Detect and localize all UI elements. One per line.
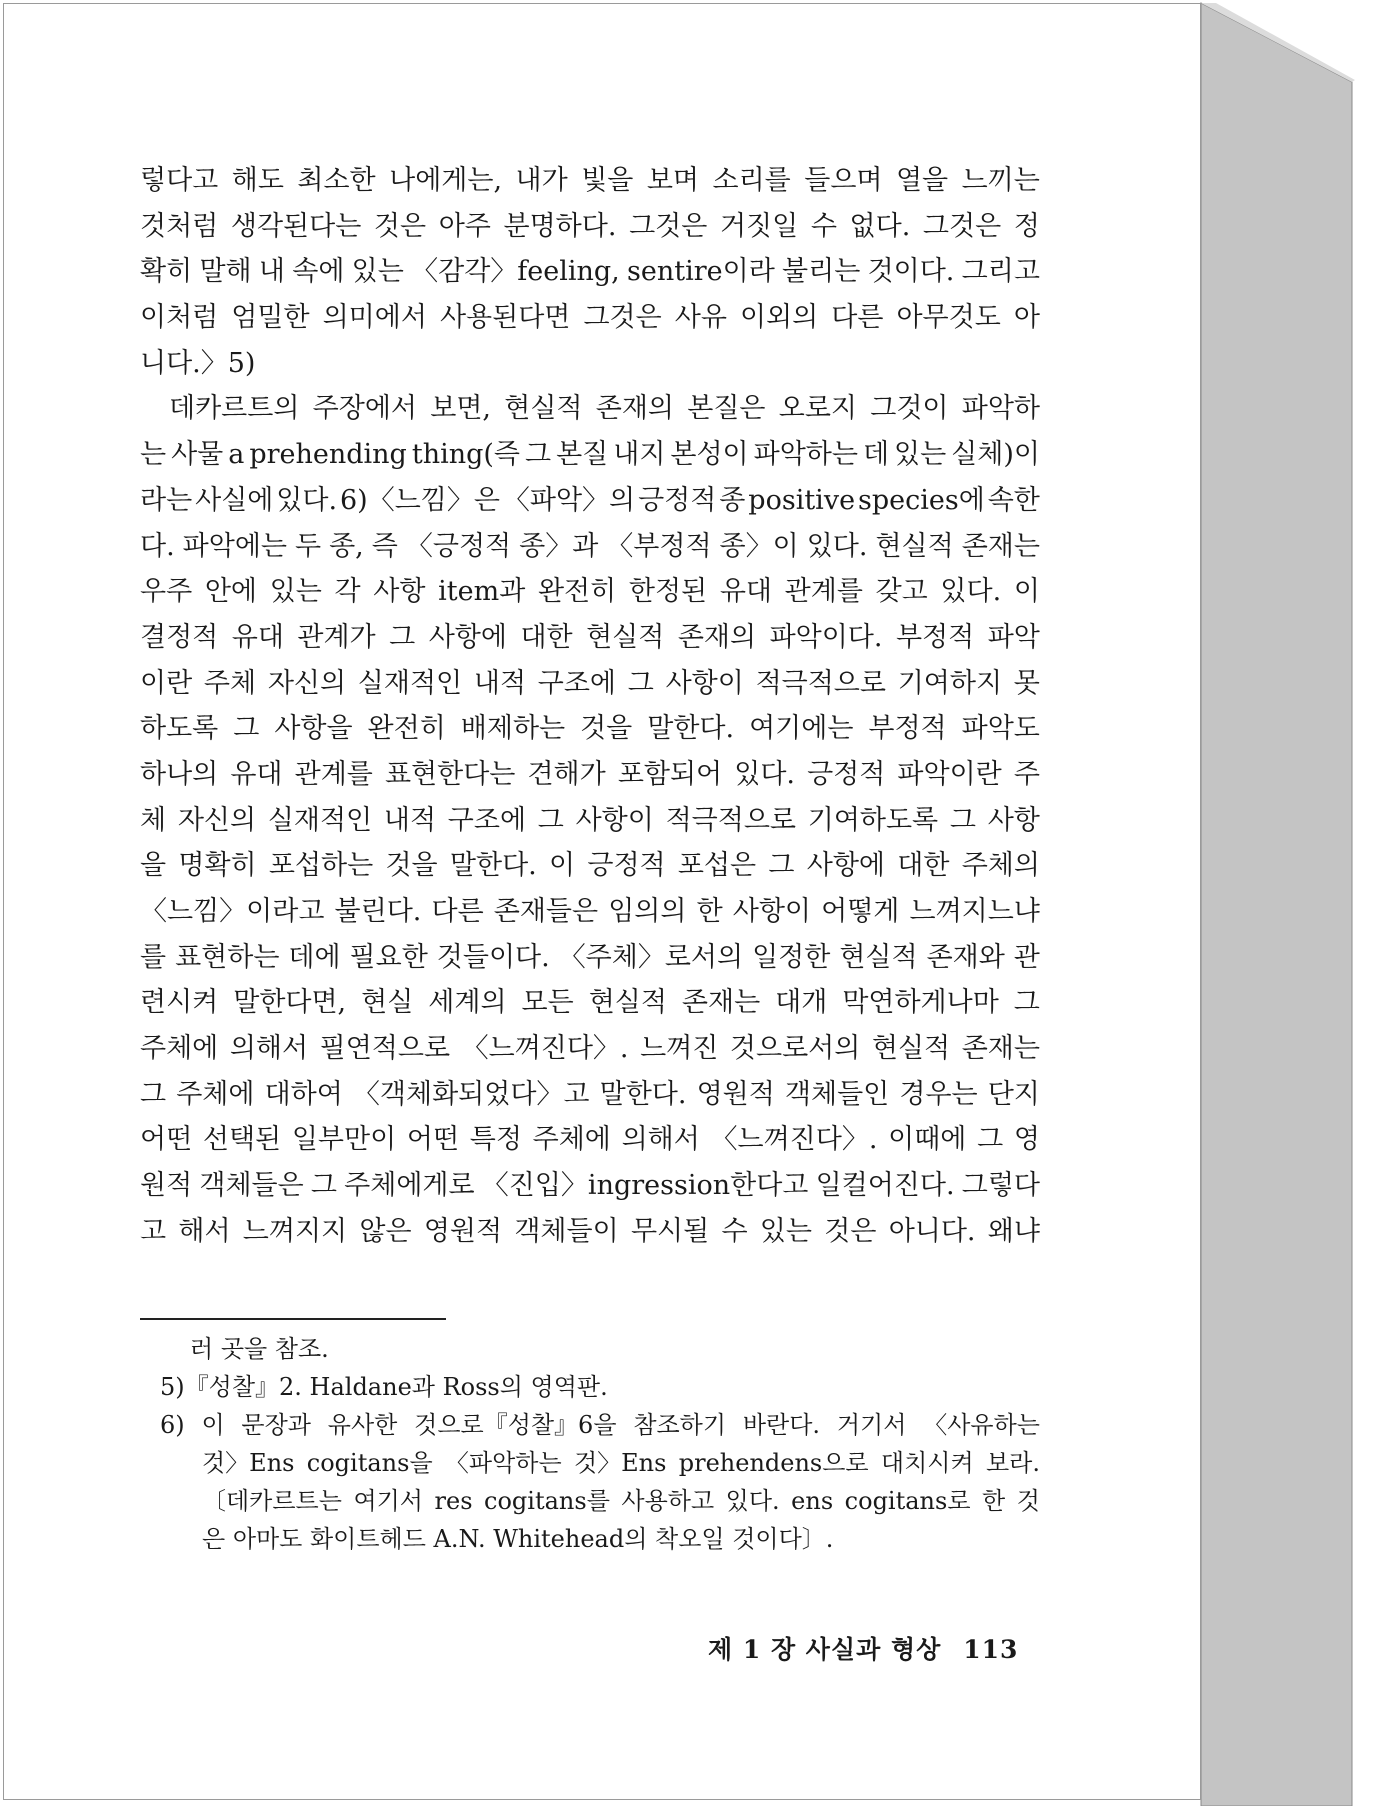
- footnote-divider: [140, 1318, 446, 1320]
- footnotes: [160, 1330, 1040, 1558]
- main-text: [140, 158, 1040, 1255]
- body-line: 를 표현하는 데에 필요한 것들이다. 〈주체〉로서의 일정한 현실적 존재와 관: [140, 941, 1040, 973]
- body-line: 을 명확히 포섭하는 것을 말한다. 이 긍정적 포섭은 그 사항에 대한 주체의: [140, 850, 1040, 882]
- body-line: 데카르트의 주장에서 보면, 현실적 존재의 본질은 오로지 그것이 파악하: [169, 393, 1040, 425]
- body-line: 다. 파악에는 두 종, 즉 〈긍정적 종〉과 〈부정적 종〉이 있다. 현실적 존재는: [140, 530, 1040, 562]
- footnote-line: 러 곳을 참조.: [190, 1335, 329, 1363]
- body-line: 이처럼 엄밀한 의미에서 사용된다면 그것은 사유 이외의 다른 아무것도 아: [140, 302, 1040, 334]
- body-line: 이란 주체 자신의 실재적인 내적 구조에 그 사항이 적극적으로 기여하지 못: [140, 667, 1040, 699]
- body-line: 결정적 유대 관계가 그 사항에 대한 현실적 존재의 파악이다. 부정적 파악: [140, 621, 1040, 653]
- running-footer: [708, 1630, 1018, 1666]
- body-line: 어떤 선택된 일부만이 어떤 특정 주체에 의해서 〈느껴진다〉. 이때에 그 영: [140, 1124, 1040, 1156]
- footnote-line: 은 아마도 화이트헤드 A.N. Whitehead의 착오일 것이다〕.: [202, 1525, 834, 1553]
- body-line: 렇다고 해도 최소한 나에게는, 내가 빛을 보며 소리를 들으며 열을 느끼는: [140, 165, 1040, 196]
- footnote-line: 〔데카르트는 여기서 res cogitans를 사용하고 있다. ens cogitans로 한 것: [202, 1487, 1040, 1515]
- body-line: 원적 객체들은 그 주체에게로 〈진입〉ingression한다고 일컬어진다. 그렇다: [140, 1170, 1040, 1202]
- chapter-title: 제 1 장 사실과 형상: [708, 1635, 942, 1664]
- body-line: 련시켜 말한다면, 현실 세계의 모든 현실적 존재는 대개 막연하게나마 그: [140, 987, 1040, 1019]
- body-line: 체 자신의 실재적인 내적 구조에 그 사항이 적극적으로 기여하도록 그 사항: [140, 804, 1040, 836]
- body-line: 하나의 유대 관계를 표현한다는 견해가 포함되어 있다. 긍정적 파악이란 주: [140, 758, 1040, 790]
- body-line: 확히 말해 내 속에 있는 〈감각〉feeling, sentire이라 불리는 것이다. 그리고: [140, 256, 1040, 288]
- body-line: 우주 안에 있는 각 사항 item과 완전히 한정된 유대 관계를 갖고 있다. 이: [140, 576, 1040, 608]
- footnote-line: 것〉Ens cogitans을 〈파악하는 것〉Ens prehendens으로 대치시켜 보라.: [202, 1449, 1040, 1477]
- body-line: 는 사물 a prehending thing(즉 그 본질 내지 본성이 파악하는 데 있는 실체)이: [140, 439, 1040, 471]
- body-line: 것처럼 생각된다는 것은 아주 분명하다. 그것은 거짓일 수 없다. 그것은 정: [140, 210, 1040, 242]
- body-line: 고 해서 느껴지지 않은 영원적 객체들이 무시될 수 있는 것은 아니다. 왜냐: [140, 1215, 1040, 1247]
- body-line: 그 주체에 대하여 〈객체화되었다〉고 말한다. 영원적 객체들인 경우는 단지: [140, 1078, 1040, 1110]
- body-line: 라는 사실에 있다. 6)〈느낌〉은 〈파악〉의 긍정적 종 positive species에 속한: [140, 484, 1040, 516]
- body-line: 니다.〉5): [140, 347, 256, 379]
- body-line: 〈느낌〉이라고 불린다. 다른 존재들은 임의의 한 사항이 어떻게 느껴지느냐: [140, 896, 1040, 927]
- footnote-line: 5)『성찰』2. Haldane과 Ross의 영역판.: [160, 1373, 608, 1401]
- body-line: 주체에 의해서 필연적으로 〈느껴진다〉. 느껴진 것으로서의 현실적 존재는: [140, 1033, 1040, 1065]
- page-number: 113: [963, 1635, 1019, 1664]
- body-line: 하도록 그 사항을 완전히 배제하는 것을 말한다. 여기에는 부정적 파악도: [140, 713, 1040, 745]
- footnote-line: 6) 이 문장과 유사한 것으로『성찰』6을 참조하기 바란다. 거기서 〈사유하는: [160, 1411, 1040, 1439]
